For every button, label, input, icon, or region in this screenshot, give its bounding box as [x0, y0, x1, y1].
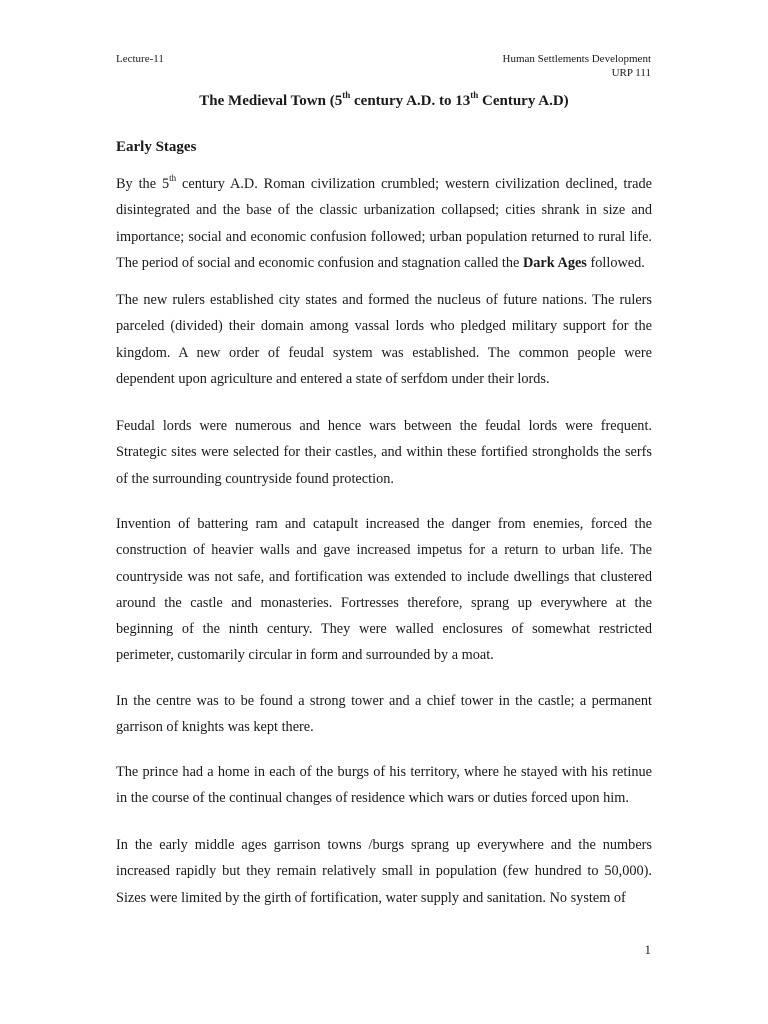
paragraph-2: The new rulers established city states and formed the nucleus of future nations. The rulers parceled (divided) their domain among vassal lords who pledged military support for the kingdom. A new order of feudal system was established. The common people were dependent upon agriculture and entered a state of serfdom under their lords. — [116, 292, 652, 387]
page-title — [116, 91, 652, 111]
header-course-title: Human Settlements Development — [502, 53, 651, 65]
paragraph-1 — [116, 171, 652, 276]
paragraph-4: Invention of battering ram and catapult increased the danger from enemies, forced the construction of heavier walls and gave increased impetus for a return to urban life. The countryside was not safe, and fortification was extended to include dwellings that clustered around the castle and monasteries. Fortresses therefore, sprang up everywhere at the beginning of the ninth century. They were walled enclosures of somewhat restricted perimeter, customarily circular in form and surrounded by a moat. — [116, 516, 652, 664]
paragraph-3: Feudal lords were numerous and hence wars between the feudal lords were frequent. Strategic sites were selected for their castles, and within these fortified strongholds the serfs of the surrounding countryside found protection. — [116, 418, 652, 487]
paragraph-1-text-c: followed. — [586, 254, 645, 271]
paragraph-6: The prince had a home in each of the burgs of his territory, where he stayed with his retinue in the course of the continual changes of residence which wars or duties forced upon him. — [116, 764, 652, 807]
title-part-3: Century A.D) — [478, 93, 569, 109]
title-sup-2: th — [470, 90, 479, 100]
header-lecture-label: Lecture-11 — [116, 53, 164, 65]
paragraph-1-text-b: century A.D. Roman civilization crumbled; western civilization declined, trade disintegrated and the base of the classic urbanization collapsed; cities shrank in size and importance; social and economic confusion followed; urban population returned to rural life. The period of social and economic confusion and stagnation called the — [116, 176, 652, 271]
section-heading: Early Stages — [116, 139, 197, 155]
paragraph-1-sup: th — [169, 173, 177, 184]
header-course-info — [503, 52, 651, 80]
paragraph-1-bold-term: Dark Ages — [522, 254, 587, 271]
title-sup-1: th — [342, 90, 351, 100]
paragraph-5: In the centre was to be found a strong tower and a chief tower in the castle; a permanent garrison of knights was kept there. — [116, 693, 652, 736]
paragraph-7: In the early middle ages garrison towns /burgs sprang up everywhere and the numbers increased rapidly but they remain relatively small in population (few hundred to 50,000). Sizes were limited by the girth of fortification, water supply and sanitation. No system of — [116, 837, 652, 906]
header-course-code: URP 111 — [611, 67, 651, 79]
title-part-1: The Medieval Town (5 — [199, 93, 343, 109]
paragraph-1-text-a: By the 5 — [116, 176, 170, 192]
page-number: 1 — [644, 942, 651, 957]
title-part-2: century A.D. to 13 — [350, 93, 471, 109]
